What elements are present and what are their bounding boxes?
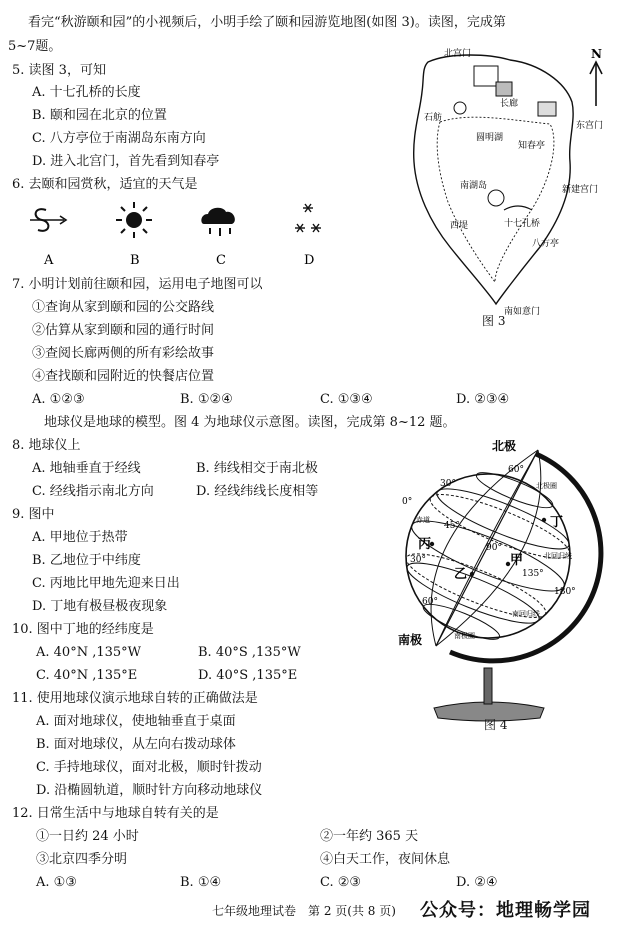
q8-stem: 8. 地球仪上 xyxy=(12,438,81,453)
q7-item-4: ④查找颐和园附近的快餐店位置 xyxy=(32,369,215,384)
q7-option-a[interactable]: A. ①②③ xyxy=(32,392,85,407)
q9-option-a[interactable]: A. 甲地位于热带 xyxy=(32,530,128,545)
q6-weather-icons xyxy=(20,198,340,270)
q8-option-c[interactable]: C. 经线指示南北方向 xyxy=(32,484,154,499)
antarctic-circle-label: 南极圈 xyxy=(454,632,475,640)
lat-label-n30: 30° xyxy=(440,479,456,489)
lon-label-180: 180° xyxy=(554,587,576,597)
q6-label-c: C xyxy=(216,253,226,268)
north-arrow-icon xyxy=(590,47,602,106)
lat-label-s30: 30° xyxy=(410,555,426,565)
q7-stem: 7. 小明计划前往颐和园，运用电子地图可以 xyxy=(12,277,263,292)
intro-text-1: 看完“秋游颐和园”的小视频后，小明手绘了颐和园游览地图(如图 3)。读图，完成第 xyxy=(28,15,506,30)
sandstorm-icon[interactable] xyxy=(30,209,66,231)
rain-cloud-icon[interactable] xyxy=(201,208,235,236)
bridge-icon xyxy=(504,206,532,210)
q5-option-a[interactable]: A. 十七孔桥的长度 xyxy=(32,85,141,100)
watermark-text: 公众号：地理畅学园 xyxy=(420,900,591,921)
equator-label: 赤道 xyxy=(416,516,430,524)
q8-option-a[interactable]: A. 地轴垂直于经线 xyxy=(32,461,141,476)
intro-text-2: 地球仪是地球的模型。图 4 为地球仪示意图。读图，完成第 8~12 题。 xyxy=(44,415,456,430)
q6-stem: 6. 去颐和园赏秋，适宜的天气是 xyxy=(12,177,198,192)
figure-4-caption: 图 4 xyxy=(484,718,508,732)
map-label-donggongmen: 东宫门 xyxy=(576,121,604,131)
lon-label-45: 45° xyxy=(444,521,460,531)
arctic-circle-label: 北极圈 xyxy=(536,482,557,490)
q7-option-d[interactable]: D. ②③④ xyxy=(456,392,510,407)
sunny-icon[interactable] xyxy=(116,202,152,238)
lon-label-135: 135° xyxy=(522,569,544,579)
q12-stem: 12. 日常生活中与地球自转有关的是 xyxy=(12,806,219,821)
place-dot-yi xyxy=(470,572,474,576)
q5-option-d[interactable]: D. 进入北宫门，首先看到知春亭 xyxy=(32,154,220,169)
q12-option-c[interactable]: C. ②③ xyxy=(320,875,362,890)
q5-stem: 5. 读图 3，可知 xyxy=(12,63,106,78)
place-label-yi: 乙 xyxy=(454,567,468,582)
place-label-ding: 丁 xyxy=(550,515,564,530)
north-label: N xyxy=(591,47,602,61)
place-label-jia: 甲 xyxy=(510,553,524,568)
map-label-nanruyi: 南如意门 xyxy=(504,307,541,316)
map-label-bafang: 八方亭 xyxy=(532,239,560,249)
q7-item-3: ③查阅长廊两侧的所有彩绘故事 xyxy=(32,346,215,361)
globe-stand-post xyxy=(484,668,492,704)
lat-label-n60: 60° xyxy=(508,465,524,475)
snow-icon[interactable] xyxy=(295,204,321,232)
q11-stem: 11. 使用地球仪演示地球自转的正确做法是 xyxy=(12,691,258,706)
q10-option-b[interactable]: B. 40°S ,135°W xyxy=(198,645,301,660)
map-label-beigongmen: 北宫门 xyxy=(444,49,472,59)
q5-option-b[interactable]: B. 颐和园在北京的位置 xyxy=(32,108,167,123)
q9-option-b[interactable]: B. 乙地位于中纬度 xyxy=(32,553,141,568)
q12-option-b[interactable]: B. ①④ xyxy=(180,875,222,890)
q12-item-1: ①一日约 24 小时 xyxy=(36,829,139,844)
q7-option-c[interactable]: C. ①③④ xyxy=(320,392,373,407)
q8-option-d[interactable]: D. 经线纬线长度相等 xyxy=(196,484,319,499)
place-label-bing: 丙 xyxy=(418,537,432,552)
palace-icon xyxy=(474,66,498,86)
pavilion-dot-icon xyxy=(454,102,466,114)
map-label-nanhu: 南湖岛 xyxy=(460,181,488,191)
q12-option-d[interactable]: D. ②④ xyxy=(456,875,498,890)
q10-stem: 10. 图中丁地的经纬度是 xyxy=(12,622,154,637)
q12-item-2: ②一年约 365 天 xyxy=(320,829,419,844)
map-label-shiqi: 十七孔桥 xyxy=(504,219,541,229)
q11-option-b[interactable]: B. 面对地球仪，从左向右拨动球体 xyxy=(36,737,236,752)
q10-option-c[interactable]: C. 40°N ,135°E xyxy=(36,668,138,683)
q9-stem: 9. 图中 xyxy=(12,507,55,522)
q12-option-a[interactable]: A. ①③ xyxy=(36,875,77,890)
q8-option-b[interactable]: B. 纬线相交于南北极 xyxy=(196,461,318,476)
north-pole-label: 北极 xyxy=(492,440,517,453)
place-dot-ding xyxy=(542,518,546,522)
figure-3-caption: 图 3 xyxy=(482,314,506,328)
hall-icon xyxy=(538,102,556,116)
island-icon xyxy=(488,190,504,206)
q12-item-4: ④白天工作，夜间休息 xyxy=(320,852,451,867)
q9-option-d[interactable]: D. 丁地有极昼极夜现象 xyxy=(32,599,168,614)
figure-3-summer-palace-map xyxy=(400,42,612,316)
q7-option-b[interactable]: B. ①②④ xyxy=(180,392,233,407)
park-outline xyxy=(414,55,573,304)
q7-item-1: ①查询从家到颐和园的公交路线 xyxy=(32,300,215,315)
map-label-xiti: 西堤 xyxy=(450,221,469,231)
lon-label-90: 90° xyxy=(486,543,502,553)
q6-label-a: A xyxy=(44,253,54,268)
tropic-north-label: 北回归线 xyxy=(544,552,572,560)
map-label-yuanming: 圆明湖 xyxy=(476,133,504,143)
map-label-shifang: 石舫 xyxy=(424,113,443,123)
q9-option-c[interactable]: C. 丙地比甲地先迎来日出 xyxy=(32,576,180,591)
lat-label-0: 0° xyxy=(402,497,413,507)
figure-4-globe xyxy=(388,440,608,722)
q7-item-2: ②估算从家到颐和园的通行时间 xyxy=(32,323,215,338)
tropic-south-label: 南回归线 xyxy=(512,610,540,618)
q12-item-3: ③北京四季分明 xyxy=(36,852,128,867)
q5-option-c[interactable]: C. 八方亭位于南湖岛东南方向 xyxy=(32,131,206,146)
map-label-zhichun: 知春亭 xyxy=(518,141,546,151)
map-label-xinjian: 新建宫门 xyxy=(562,185,599,195)
q11-option-c[interactable]: C. 手持地球仪，面对北极，顺时针拨动 xyxy=(36,760,262,775)
q10-option-d[interactable]: D. 40°S ,135°E xyxy=(198,668,298,683)
q6-label-d: D xyxy=(304,253,315,268)
q11-option-a[interactable]: A. 面对地球仪，使地轴垂直于桌面 xyxy=(36,714,236,729)
page-footer: 七年级地理试卷 第 2 页(共 8 页) xyxy=(212,904,396,918)
lat-label-s60: 60° xyxy=(422,597,438,607)
pavilion-icon xyxy=(496,82,512,96)
q10-option-a[interactable]: A. 40°N ,135°W xyxy=(36,645,142,660)
q6-label-b: B xyxy=(130,253,140,268)
map-label-changlang: 长廊 xyxy=(500,99,519,109)
q11-option-d[interactable]: D. 沿椭圆轨道，顺时针方向移动地球仪 xyxy=(36,783,263,798)
intro-text-1b: 5~7题。 xyxy=(8,39,62,54)
south-pole-label: 南极 xyxy=(398,633,423,647)
